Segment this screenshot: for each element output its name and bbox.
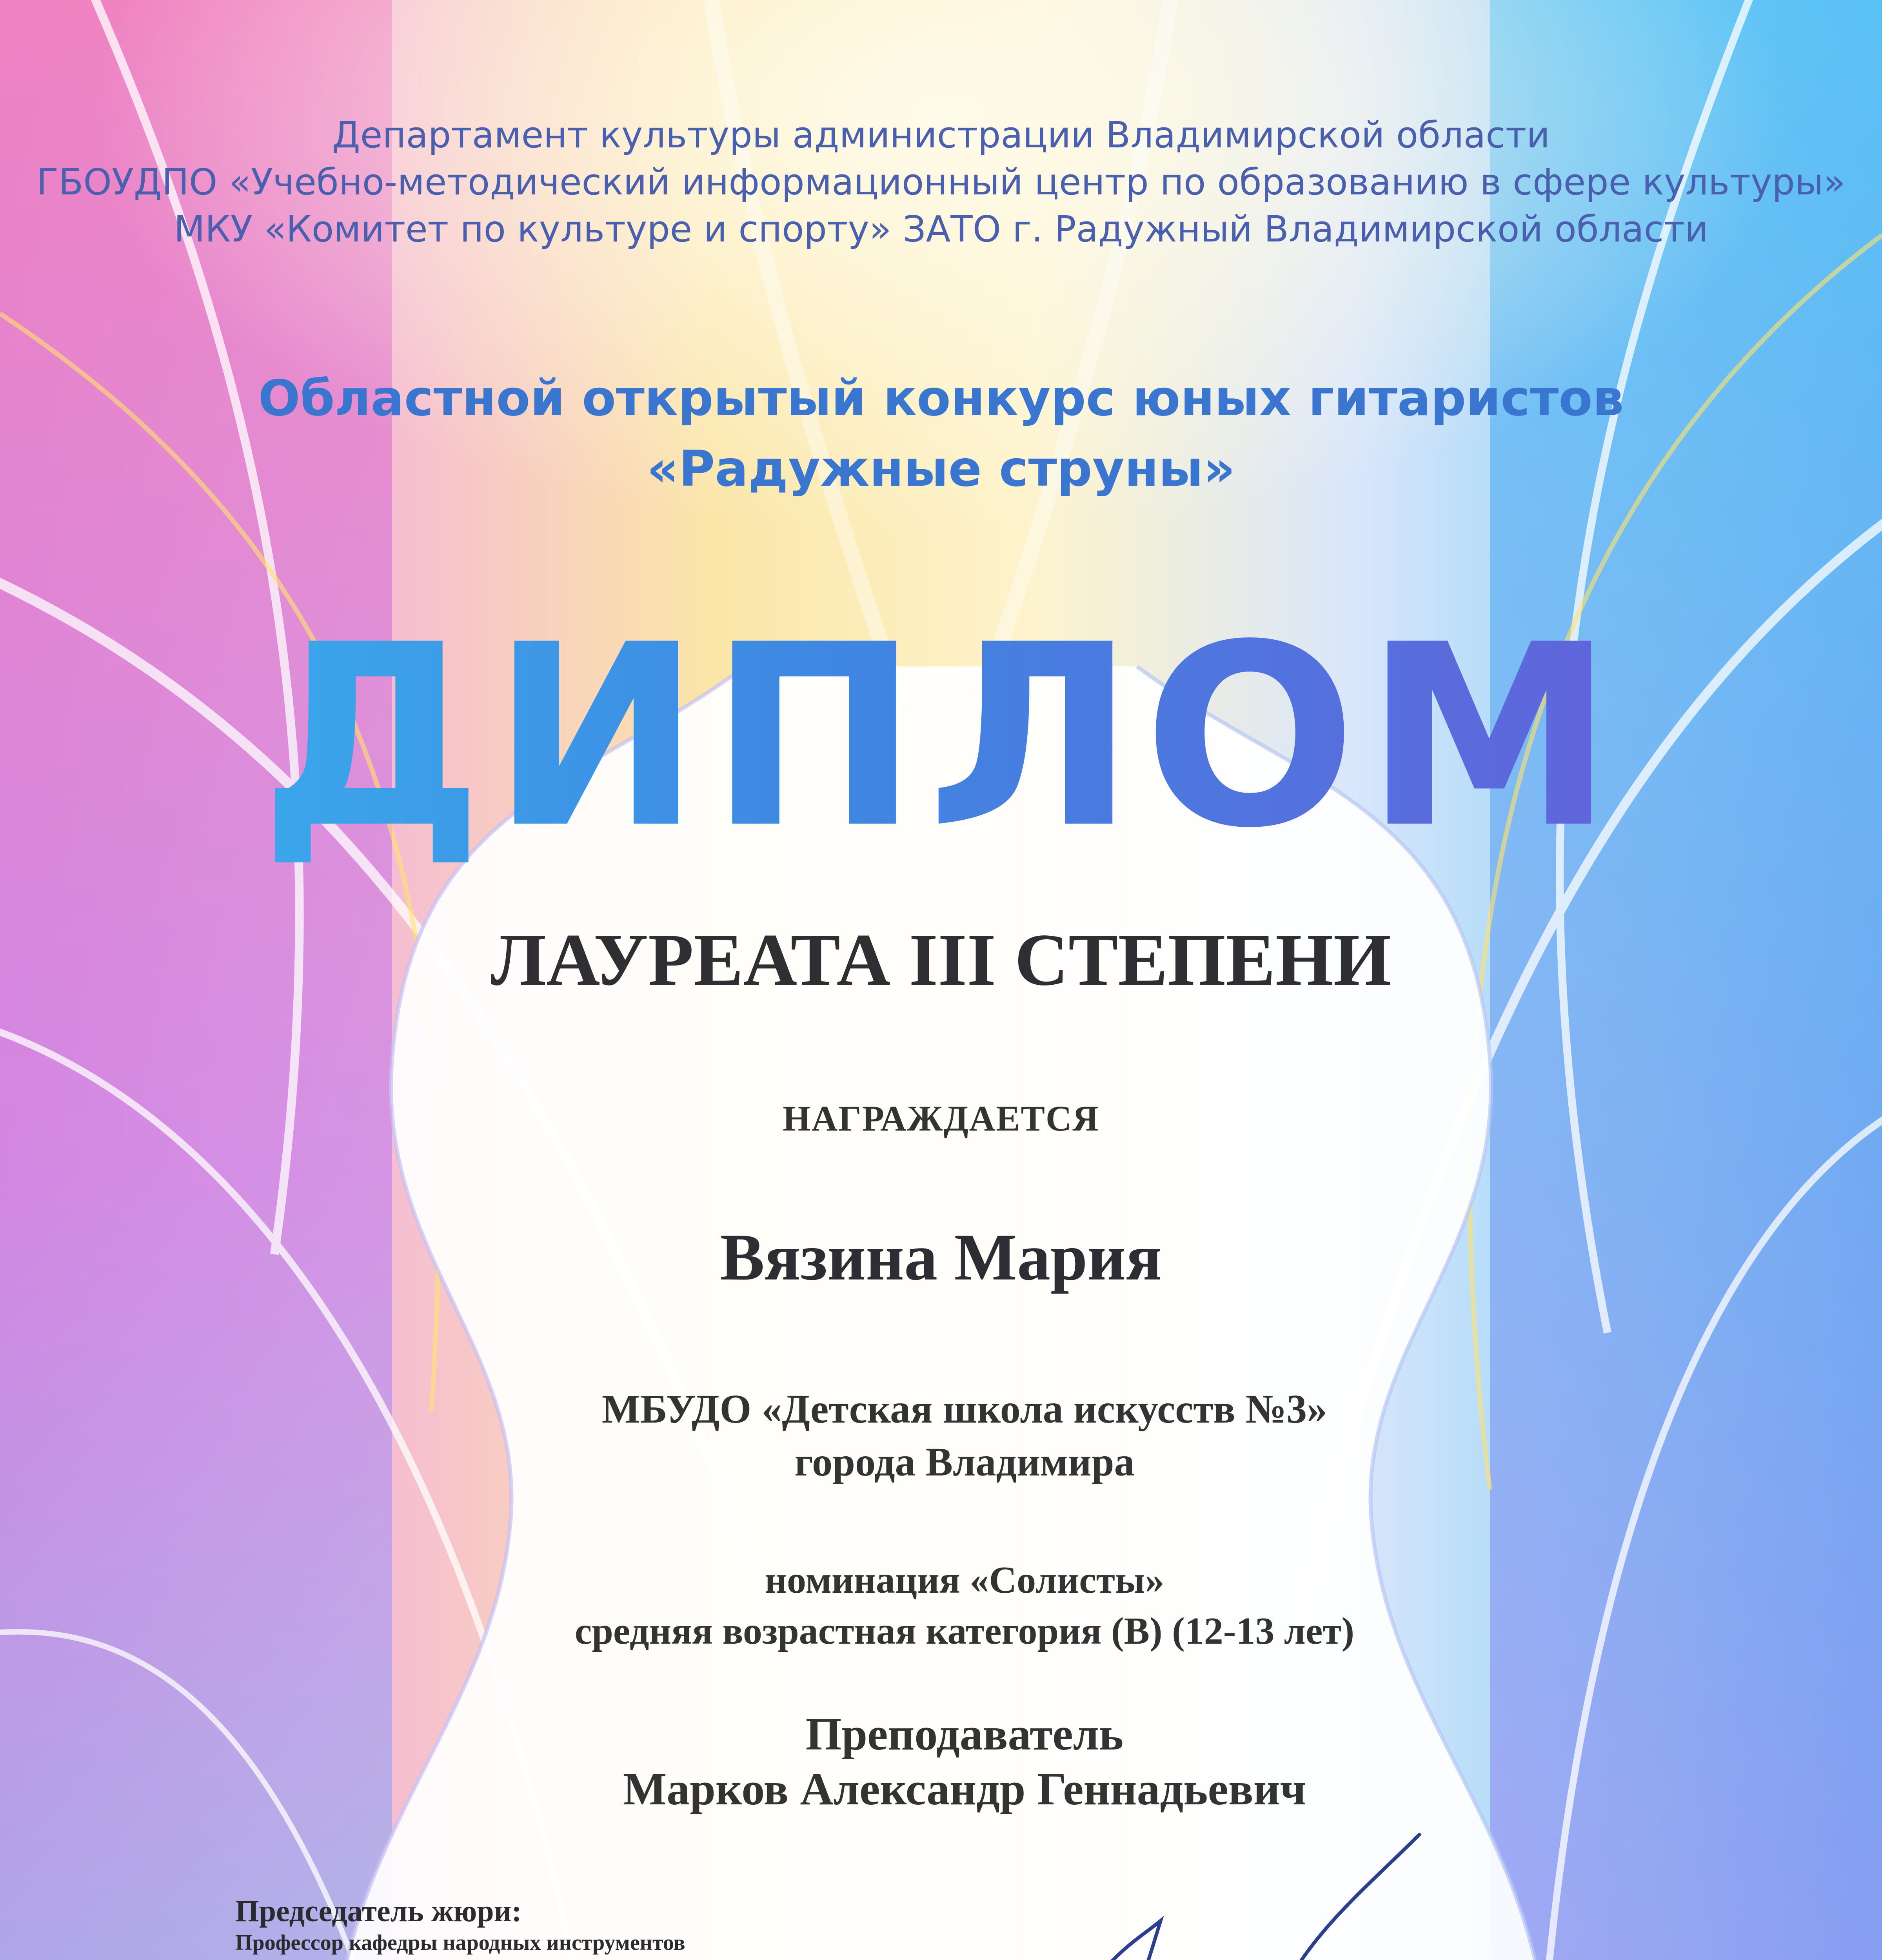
school-name: МБУДО «Детская школа искусств №3» [601,1387,1328,1432]
recipient-name: Вязина Мария [720,1220,1162,1294]
organizer-line-1: Департамент культуры администрации Владимирской области [332,114,1550,156]
contest-subtitle: «Радужные струны» [647,440,1235,497]
laureate-degree: ЛАУРЕАТА III СТЕПЕНИ [490,919,1392,1001]
organizer-line-3: МКУ «Комитет по культуре и спорту» ЗАТО г. Радужный Владимирской области [174,208,1708,250]
teacher-label: Преподаватель [805,1708,1124,1760]
age-category: средняя возрастная категория (В) (12-13 лет) [574,1610,1355,1652]
jury-chair-desc-2 [235,1958,1294,1960]
school-city: города Владимира [794,1439,1135,1485]
diploma-title: ДИПЛОМ [0,612,1882,862]
jury-chair-block [235,1893,1294,1960]
awarded-label: НАГРАЖДАЕТСЯ [783,1098,1099,1138]
contest-title: Областной открытый конкурс юных гитаристов [258,369,1624,427]
teacher-name: Марков Александр Геннадьевич [623,1763,1306,1815]
jury-chair-role: Председатель жюри: [235,1894,522,1928]
nomination: номинация «Солисты» [765,1559,1164,1601]
organizer-line-2: ГБОУДПО «Учебно-методический информационный центр по образованию в сфере культуры» [36,161,1846,203]
jury-chair-desc-1: Профессор кафедры народных инструментов [235,1931,685,1955]
